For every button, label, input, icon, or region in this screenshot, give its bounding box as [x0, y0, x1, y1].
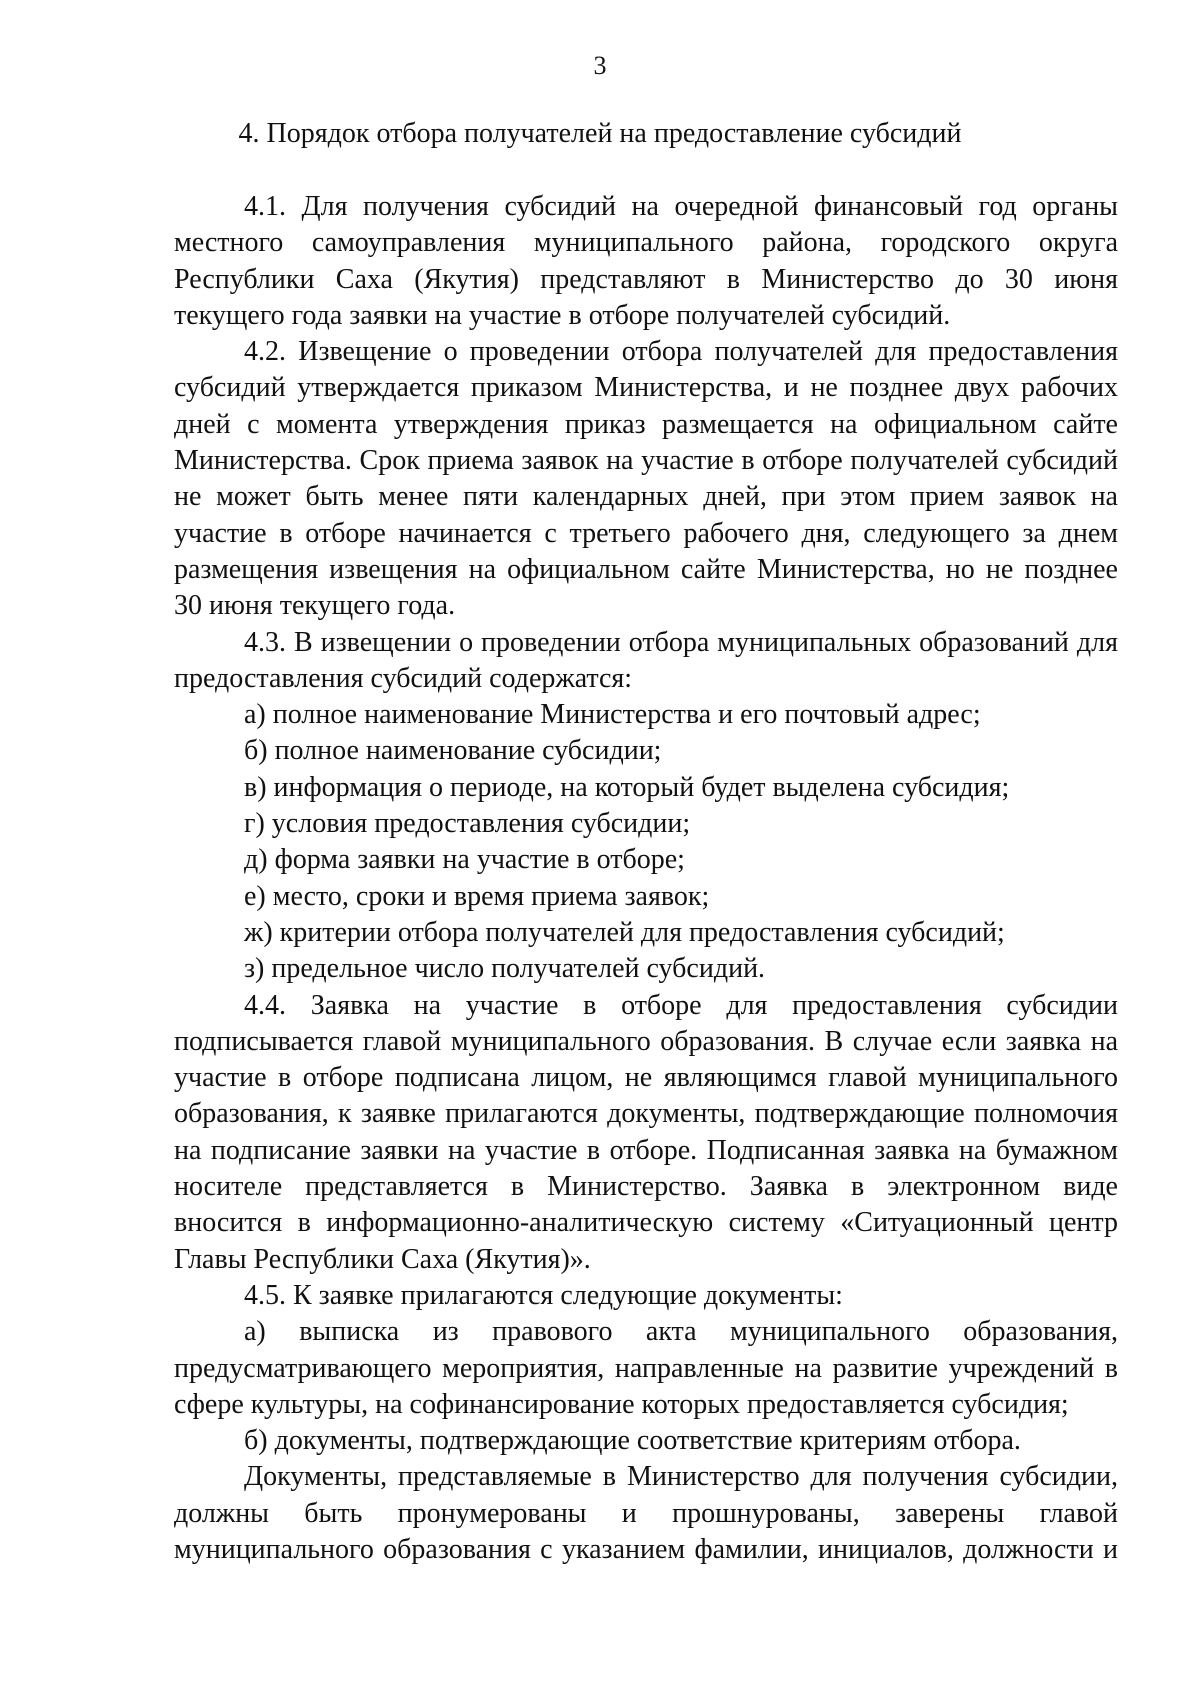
- section-title: 4. Порядок отбора получателей на предоставление субсидий: [238, 118, 962, 149]
- list-item-zh: ж) критерии отбора получателей для предоставления субсидий;: [244, 916, 1005, 948]
- paragraph-4-2: 4.2. Извещение о проведении отбора получателей для предоставления субсидий утверждается приказом Министерства, и не позднее двух рабочих дней с момента утверждения приказ размещается на официальном сайте Министерства. Срок приема заявок на участие в отборе получателей субсидий не может быть менее пяти календарных дней, при этом прием заявок на участие в отборе начинается с третьего рабочего дня, следующего за днем размещения извещения на официальном сайте Министерства, но не позднее 30 июня текущего года.: [174, 336, 1118, 622]
- list-item-v: в) информация о периоде, на который будет выделена субсидия;: [244, 771, 1010, 803]
- list-item-a: а) полное наименование Министерства и его почтовый адрес;: [244, 699, 981, 731]
- document-body: [174, 189, 1118, 1568]
- paragraph-4-1: 4.1. Для получения субсидий на очередной финансовый год органы местного самоуправления муниципального района, городского округа Республики Саха (Якутия) представляют в Министерство до 30 июня текущего года заявки на участие в отборе получателей субсидий.: [174, 191, 1118, 331]
- list-item-e: е) место, сроки и время приема заявок;: [244, 880, 710, 912]
- list-item-z: з) предельное число получателей субсидий.: [244, 953, 766, 985]
- list-item-d: д) форма заявки на участие в отборе;: [244, 844, 685, 876]
- paragraph-4-5: 4.5. К заявке прилагаются следующие документы:: [244, 1279, 843, 1311]
- paragraph-4-4: 4.4. Заявка на участие в отборе для предоставления субсидии подписывается главой муниципального образования. В случае если заявка на участие в отборе подписана лицом, не являющимся главой муниципального образования, к заявке прилагаются документы, подтверждающие полномочия на подписание заявки на участие в отборе. Подписанная заявка на бумажном носителе представляется в Министерство. Заявка в электронном виде вносится в информационно-аналитическую систему «Ситуационный центр Главы Республики Саха (Якутия)».: [174, 989, 1118, 1275]
- list-item-b: б) полное наименование субсидии;: [244, 735, 662, 767]
- paragraph-documents: Документы, представляемые в Министерство для получения субсидии, должны быть пронумерованы и прошнурованы, заверены главой муниципального образования с указанием фамилии, инициалов, должности и: [174, 1461, 1118, 1565]
- list-item-g: г) условия предоставления субсидии;: [244, 808, 691, 840]
- page-number: 3: [593, 51, 607, 80]
- list-item-a-2: а) выписка из правового акта муниципального образования, предусматривающего мероприятия, направленные на развитие учреждений в сфере культуры, на софинансирование которых предоставляется субсидия;: [174, 1316, 1118, 1420]
- list-item-b-2: б) документы, подтверждающие соответствие критериям отбора.: [244, 1425, 1021, 1457]
- paragraph-4-3: 4.3. В извещении о проведении отбора муниципальных образований для предоставления субсидий содержатся:: [174, 626, 1118, 694]
